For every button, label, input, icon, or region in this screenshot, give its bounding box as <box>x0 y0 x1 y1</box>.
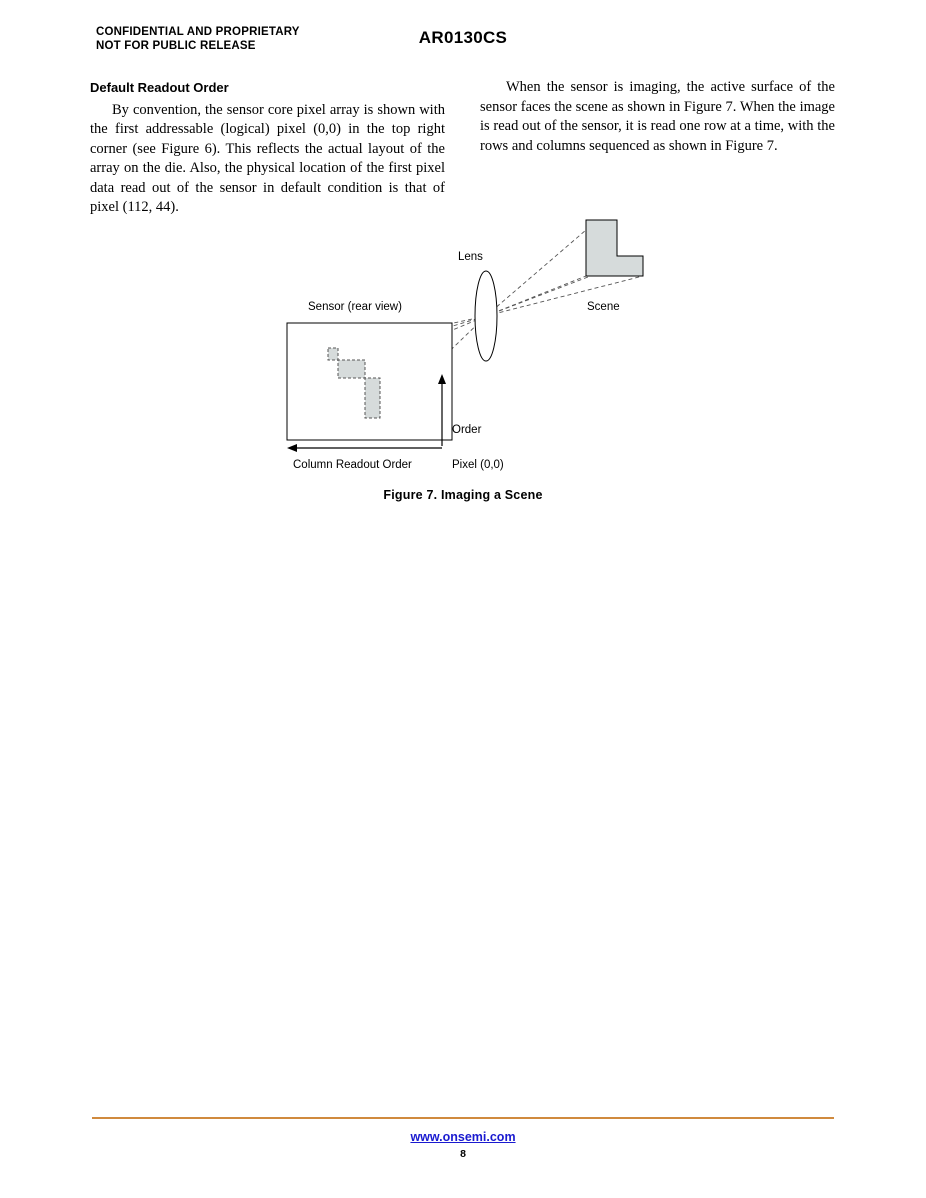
label-column-readout-order: Column Readout Order <box>293 459 412 471</box>
scene-object-shape <box>586 220 643 276</box>
footer-page-number: 8 <box>460 1148 466 1160</box>
figure-diagram <box>90 200 836 490</box>
label-pixel-origin: Pixel (0,0) <box>452 459 504 471</box>
figure-caption: Figure 7. Imaging a Scene <box>383 488 543 502</box>
figure-imaging-a-scene <box>90 200 836 520</box>
left-column-paragraph: By convention, the sensor core pixel array is shown with the first addressable (logical) pixel (0,0) in the top right corner (see Figure 6). This reflects the actual layout of the array on the die. Also, the physical location of the first pixel data read out of the sensor in default condition is that of pixel (112, 44). <box>90 101 445 215</box>
confidential-line-1: CONFIDENTIAL AND PROPRIETARY <box>96 26 300 38</box>
right-column-paragraph: When the sensor is imaging, the active surface of the sensor faces the scene as shown in Figure 7. When the image is read out of the sensor, it is read one row at a time, with the rows and columns sequenced as shown in Figure 7. <box>480 79 835 154</box>
label-lens: Lens <box>458 251 483 263</box>
label-sensor: Sensor (rear view) <box>308 301 402 313</box>
footer-divider <box>92 1117 834 1119</box>
right-column <box>480 78 835 156</box>
lens-shape <box>475 271 497 361</box>
confidential-line-2: NOT FOR PUBLIC RELEASE <box>96 39 256 52</box>
page-header <box>0 26 926 60</box>
label-scene: Scene <box>587 301 620 313</box>
section-heading-default-readout-order: Default Readout Order <box>90 80 229 95</box>
left-column <box>90 78 445 218</box>
document-title: AR0130CS <box>418 28 508 47</box>
label-order: Order <box>452 424 482 436</box>
column-readout-arrow <box>287 444 442 452</box>
footer-website-link[interactable]: www.onsemi.com <box>410 1130 516 1144</box>
